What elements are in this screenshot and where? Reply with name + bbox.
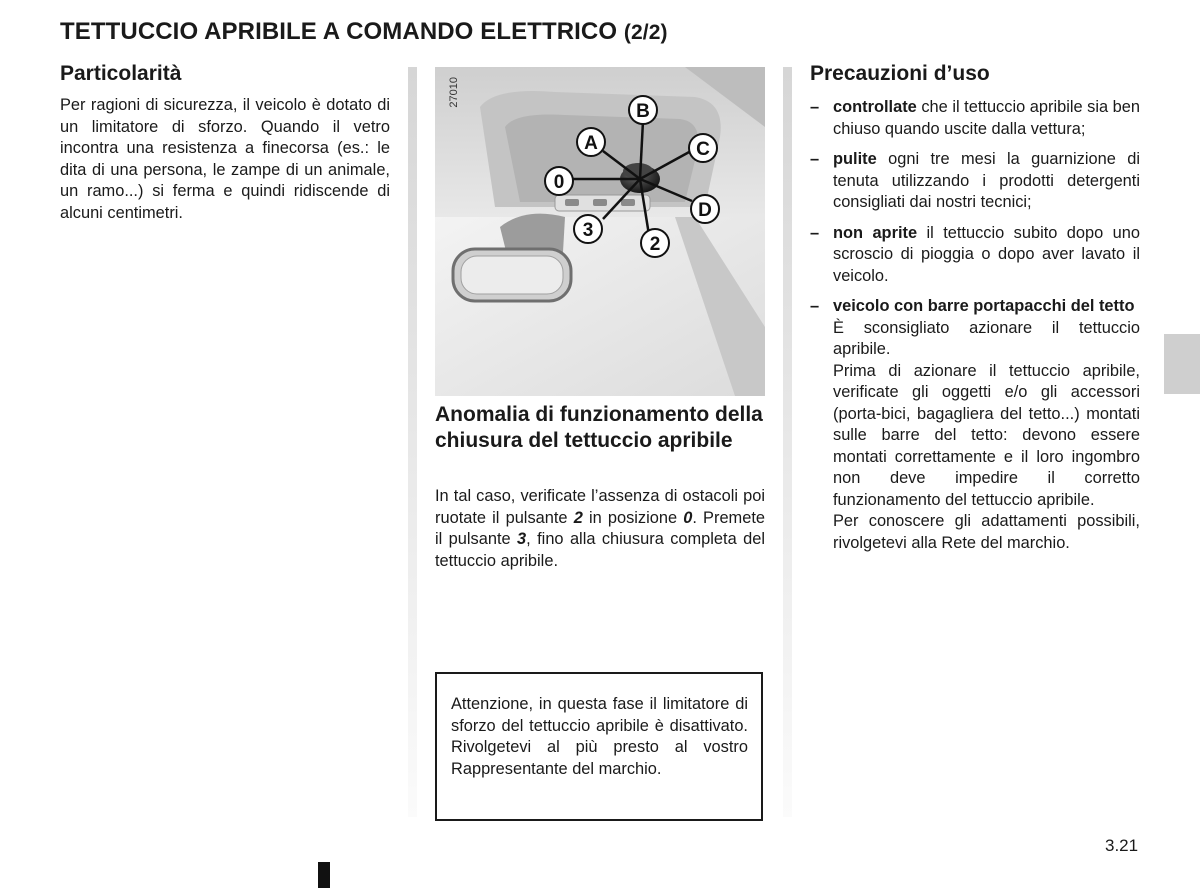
page-number: 3.21 bbox=[1105, 836, 1139, 855]
list-item: – controllate che il tettuccio apribile sia ben chiuso quando uscite dalla vettura; bbox=[810, 98, 1141, 138]
column-divider-right bbox=[783, 67, 792, 817]
particolarita-text: Per ragioni di sicurezza, il veicolo è dotato di un limitatore di sforzo. Quando il vetro incontra una resistenza a finecorsa (es.: le dita di una persona, le zampe di un animale, un ramo...) si ferma e quindi ridiscende di alcuni centimetri. bbox=[60, 96, 390, 222]
label-a: A bbox=[584, 133, 598, 154]
section-heading-anomalia: Anomalia di funzionamento della chiusura del tettuccio apribile bbox=[435, 403, 763, 452]
column-divider-left bbox=[408, 67, 417, 817]
label-c: C bbox=[696, 139, 710, 160]
label-2: 2 bbox=[649, 234, 661, 255]
warning-box bbox=[435, 672, 763, 821]
list-item: – pulite ogni tre mesi la guarnizione di tenuta utilizzando i prodotti detergenti consigliati dai nostri tecnici; bbox=[810, 150, 1140, 211]
label-b: B bbox=[636, 101, 650, 122]
page-title bbox=[60, 18, 668, 46]
page-title-suffix: (2/2) bbox=[623, 21, 668, 44]
section-heading-precauzioni: Precauzioni d’uso bbox=[810, 62, 990, 85]
label-d: D bbox=[698, 200, 712, 221]
label-0: 0 bbox=[553, 172, 565, 193]
anomalia-text: In tal caso, verificate l’assenza di ostacoli poi ruotate il pulsante 2 in posizione 0. Premete il pulsante 3, fino alla chiusura completa del tettuccio apribile. bbox=[435, 487, 765, 570]
chapter-tab bbox=[1164, 334, 1200, 394]
section-heading-particolarita: Particolarità bbox=[60, 62, 182, 85]
list-item: – non aprite il tettuccio subito dopo uno scroscio di pioggia o dopo aver lavato il veicolo. bbox=[810, 223, 1141, 285]
precautions-list bbox=[810, 97, 1140, 563]
figure-code: 27010 bbox=[448, 77, 460, 108]
print-mark bbox=[318, 862, 330, 888]
label-3: 3 bbox=[582, 220, 594, 241]
list-item: – veicolo con barre portapacchi del tetto È sconsigliato azionare il tettuccio apribile. Prima di azionare il tettuccio apribile, verificate gli oggetti e/o gli accessori (porta-bici, bagagliera del tetto...) montati sulle barre del tetto: devono essere montati correttamente e il loro ingombro non deve impedire il corretto funzionamento del tettuccio apribile. Per conoscere gli adattamenti possibili, rivolgetevi alla Rete del marchio. bbox=[810, 297, 1140, 552]
warning-text: Attenzione, in questa fase il limitatore di sforzo del tettuccio apribile è disattivato. Rivolgetevi al più presto al vostro Rappresentante del marchio. bbox=[451, 695, 748, 778]
page-title-main: TETTUCCIO APRIBILE A COMANDO ELETTRICO bbox=[60, 18, 618, 45]
roof-control-figure bbox=[435, 67, 765, 396]
